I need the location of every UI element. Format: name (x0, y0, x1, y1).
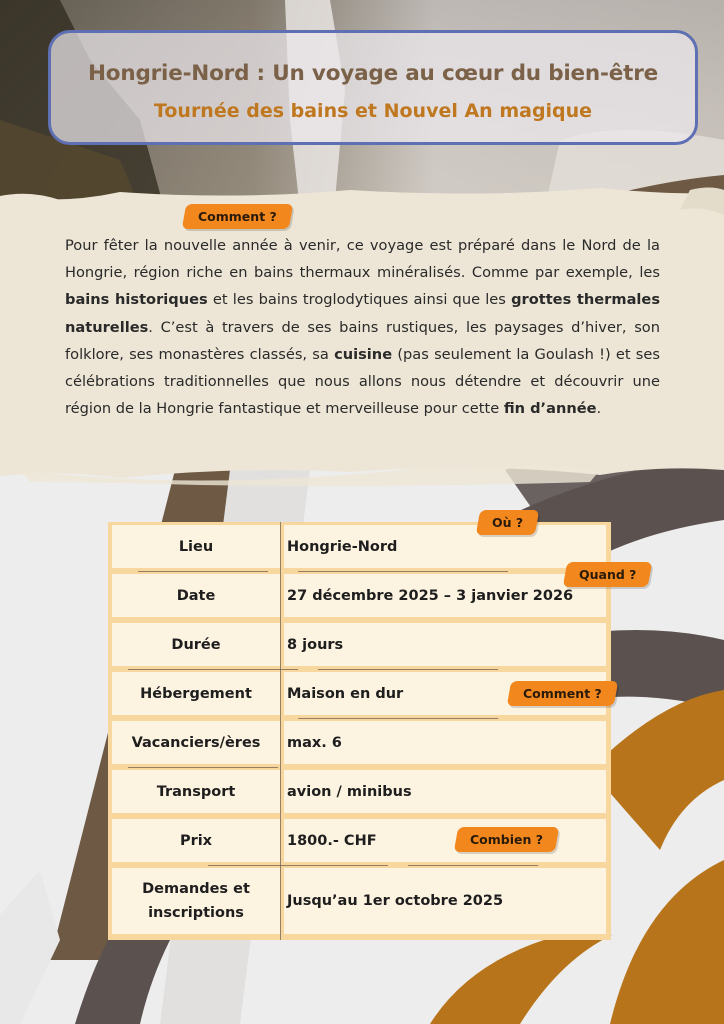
row-label-vacanciers: Vacanciers/ères (112, 721, 280, 764)
highlight-cuisine: cuisine (334, 345, 393, 363)
info-table (108, 522, 611, 940)
table-row (108, 865, 611, 940)
row-value-duree: 8 jours (284, 623, 606, 666)
row-label-hebergement: Hébergement (112, 672, 280, 715)
row-divider (208, 865, 388, 866)
row-value-date: 27 décembre 2025 – 3 janvier 2026 (284, 574, 606, 617)
title-box (48, 30, 698, 145)
tag-combien: Combien ? (454, 827, 559, 852)
page-subtitle: Tournée des bains et Nouvel An magique (153, 100, 593, 122)
row-divider (138, 571, 268, 572)
row-value-prix: 1800.- CHF (284, 819, 606, 862)
row-label-duree: Durée (112, 623, 280, 666)
row-label-lieu: Lieu (112, 525, 280, 568)
row-label-inscriptions: Demandes et inscriptions (112, 868, 280, 934)
row-divider (298, 571, 508, 572)
highlight-fin-annee: fin d’année (503, 400, 597, 418)
row-value-inscriptions: Jusqu’au 1er octobre 2025 (284, 868, 606, 934)
row-divider (318, 669, 498, 670)
tag-comment-intro: Comment ? (182, 204, 293, 229)
row-divider (128, 669, 298, 670)
row-label-transport: Transport (112, 770, 280, 813)
row-value-vacanciers: max. 6 (284, 721, 606, 764)
table-row (108, 767, 611, 816)
row-divider (128, 767, 278, 768)
row-label-prix: Prix (112, 819, 280, 862)
intro-paragraph: Pour fêter la nouvelle année à venir, ce voyage est préparé dans le Nord de la Hongrie, région riche en bains thermaux minéralisés. Comme par exemple, les bains historiques et les bains troglodytiques ainsi que les grottes thermales naturelles. C’est à travers de ses bains rustiques, les paysages d’hiver, son folklore, ses monastères classés, sa cuisine (pas seulement la Goulash !) et ses célébrations traditionnelles que nous allons nous détendre et découvrir une région de la Hongrie fantastique et merveilleuse pour cette fin d’année. (65, 237, 661, 418)
row-label-date: Date (112, 574, 280, 617)
table-row (108, 571, 611, 620)
highlight-bains-historiques: bains historiques (65, 291, 208, 309)
page-title: Hongrie-Nord : Un voyage au cœur du bien-être (87, 61, 659, 86)
row-value-transport: avion / minibus (284, 770, 606, 813)
table-row (108, 718, 611, 767)
row-divider (408, 865, 538, 866)
row-value-hebergement: Maison en dur (284, 672, 606, 715)
column-divider (280, 522, 281, 940)
row-value-lieu: Hongrie-Nord (284, 525, 606, 568)
tag-ou: Où ? (476, 510, 540, 535)
highlight-grottes: grottes thermales naturelles (65, 291, 661, 336)
table-row (108, 620, 611, 669)
tag-quand: Quand ? (563, 562, 653, 587)
row-divider (298, 718, 498, 719)
tag-comment: Comment ? (507, 681, 618, 706)
